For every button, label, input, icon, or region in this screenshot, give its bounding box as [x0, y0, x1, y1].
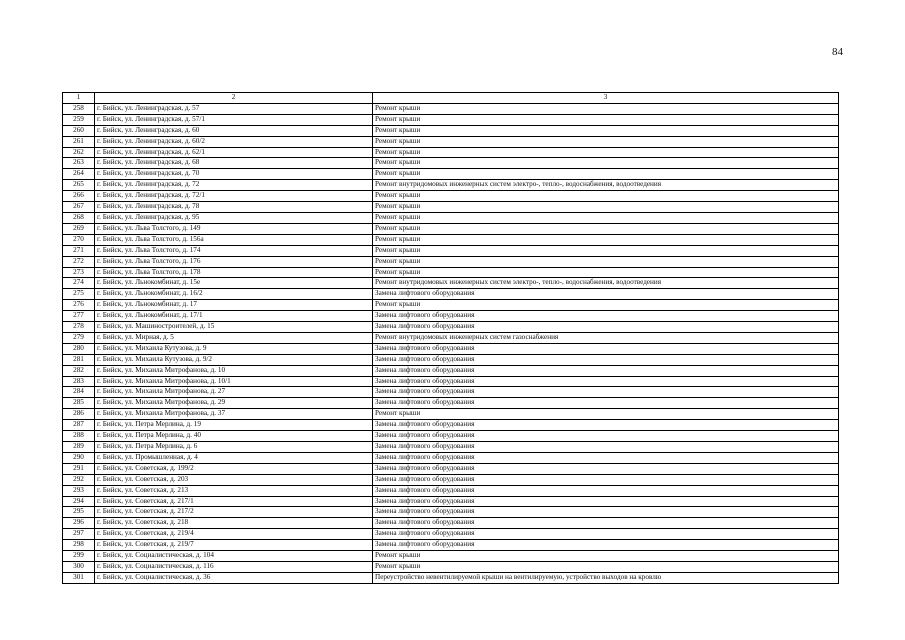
- row-number: 278: [63, 322, 95, 333]
- work-type-cell: Замена лифтового оборудования: [373, 354, 839, 365]
- address-cell: г. Бийск, ул. Михаила Митрофанова, д. 10: [95, 365, 373, 376]
- address-cell: г. Бийск, ул. Ленинградская, д. 72: [95, 180, 373, 191]
- work-type-cell: Ремонт крыши: [373, 300, 839, 311]
- row-number: 286: [63, 409, 95, 420]
- address-cell: г. Бийск, ул. Михаила Митрофанова, д. 37: [95, 409, 373, 420]
- row-number: 281: [63, 354, 95, 365]
- address-cell: г. Бийск, ул. Ленинградская, д. 78: [95, 202, 373, 213]
- work-type-cell: Ремонт крыши: [373, 147, 839, 158]
- address-cell: г. Бийск, ул. Промышленная, д. 4: [95, 452, 373, 463]
- table-row: [63, 376, 839, 387]
- row-number: 287: [63, 420, 95, 431]
- work-type-cell: Ремонт крыши: [373, 561, 839, 572]
- table-row: [63, 223, 839, 234]
- work-type-cell: Ремонт внутридомовых инженерных систем газоснабжения: [373, 332, 839, 343]
- table-row: [63, 180, 839, 191]
- table-body: [63, 103, 839, 583]
- address-cell: г. Бийск, ул. Ленинградская, д. 60/2: [95, 136, 373, 147]
- row-number: 265: [63, 180, 95, 191]
- row-number: 300: [63, 561, 95, 572]
- table-row: [63, 343, 839, 354]
- address-cell: г. Бийск, ул. Михаила Митрофанова, д. 10/1: [95, 376, 373, 387]
- row-number: 296: [63, 518, 95, 529]
- address-cell: г. Бийск, ул. Ленинградская, д. 62/1: [95, 147, 373, 158]
- work-type-cell: Замена лифтового оборудования: [373, 322, 839, 333]
- address-cell: г. Бийск, ул. Льва Толстого, д. 178: [95, 267, 373, 278]
- work-type-cell: Замена лифтового оборудования: [373, 343, 839, 354]
- work-type-cell: Замена лифтового оборудования: [373, 376, 839, 387]
- row-number: 273: [63, 267, 95, 278]
- table-row: [63, 191, 839, 202]
- work-type-cell: Ремонт крыши: [373, 223, 839, 234]
- work-type-cell: Замена лифтового оборудования: [373, 463, 839, 474]
- table-row: [63, 463, 839, 474]
- work-type-cell: Ремонт крыши: [373, 267, 839, 278]
- address-cell: г. Бийск, ул. Социалистическая, д. 116: [95, 561, 373, 572]
- work-type-cell: Ремонт крыши: [373, 409, 839, 420]
- table-row: [63, 387, 839, 398]
- row-number: 283: [63, 376, 95, 387]
- row-number: 297: [63, 529, 95, 540]
- address-cell: г. Бийск, ул. Советская, д. 219/4: [95, 529, 373, 540]
- work-type-cell: Замена лифтового оборудования: [373, 431, 839, 442]
- table-row: [63, 474, 839, 485]
- row-number: 275: [63, 289, 95, 300]
- row-number: 264: [63, 169, 95, 180]
- row-number: 270: [63, 234, 95, 245]
- address-cell: г. Бийск, ул. Машиностроителей, д. 15: [95, 322, 373, 333]
- table-row: [63, 409, 839, 420]
- address-cell: г. Бийск, ул. Льнокомбинат, д. 15е: [95, 278, 373, 289]
- table-row: [63, 561, 839, 572]
- row-number: 258: [63, 103, 95, 114]
- address-cell: г. Бийск, ул. Советская, д. 217/1: [95, 496, 373, 507]
- work-type-cell: Замена лифтового оборудования: [373, 289, 839, 300]
- page-number: 84: [832, 46, 843, 58]
- table-row: [63, 147, 839, 158]
- work-type-cell: Замена лифтового оборудования: [373, 507, 839, 518]
- address-cell: г. Бийск, ул. Ленинградская, д. 70: [95, 169, 373, 180]
- table-row: [63, 103, 839, 114]
- table-row: [63, 572, 839, 583]
- work-type-cell: Замена лифтового оборудования: [373, 452, 839, 463]
- row-number: 293: [63, 485, 95, 496]
- row-number: 263: [63, 158, 95, 169]
- table-row: [63, 485, 839, 496]
- row-number: 277: [63, 311, 95, 322]
- address-cell: г. Бийск, ул. Ленинградская, д. 72/1: [95, 191, 373, 202]
- address-cell: г. Бийск, ул. Ленинградская, д. 57/1: [95, 114, 373, 125]
- address-cell: г. Бийск, ул. Льнокомбинат, д. 17: [95, 300, 373, 311]
- table-row: [63, 278, 839, 289]
- address-cell: г. Бийск, ул. Советская, д. 219/7: [95, 540, 373, 551]
- table-row: [63, 365, 839, 376]
- work-type-cell: Ремонт крыши: [373, 212, 839, 223]
- work-type-cell: Замена лифтового оборудования: [373, 518, 839, 529]
- work-type-cell: Замена лифтового оборудования: [373, 485, 839, 496]
- table-row: [63, 267, 839, 278]
- table-row: [63, 496, 839, 507]
- address-cell: г. Бийск, ул. Советская, д. 218: [95, 518, 373, 529]
- row-number: 268: [63, 212, 95, 223]
- work-type-cell: Замена лифтового оборудования: [373, 540, 839, 551]
- work-type-cell: Ремонт крыши: [373, 114, 839, 125]
- work-type-cell: Замена лифтового оборудования: [373, 529, 839, 540]
- work-type-cell: Ремонт внутридомовых инженерных систем электро-, тепло-, водоснабжения, водоотведения: [373, 278, 839, 289]
- work-type-cell: Замена лифтового оборудования: [373, 442, 839, 453]
- row-number: 259: [63, 114, 95, 125]
- address-cell: г. Бийск, ул. Советская, д. 217/2: [95, 507, 373, 518]
- address-cell: г. Бийск, ул. Петра Мерлина, д. 40: [95, 431, 373, 442]
- address-cell: г. Бийск, ул. Льнокомбинат, д. 16/2: [95, 289, 373, 300]
- table-row: [63, 311, 839, 322]
- work-type-cell: Ремонт внутридомовых инженерных систем электро-, тепло-, водоснабжения, водоотведения: [373, 180, 839, 191]
- table-row: [63, 169, 839, 180]
- address-cell: г. Бийск, ул. Ленинградская, д. 60: [95, 125, 373, 136]
- work-type-cell: Замена лифтового оборудования: [373, 496, 839, 507]
- address-cell: г. Бийск, ул. Социалистическая, д. 36: [95, 572, 373, 583]
- work-type-cell: Ремонт крыши: [373, 158, 839, 169]
- row-number: 292: [63, 474, 95, 485]
- work-type-cell: Ремонт крыши: [373, 191, 839, 202]
- column-header-1: 1: [63, 93, 95, 104]
- table-row: [63, 234, 839, 245]
- table-row: [63, 300, 839, 311]
- row-number: 266: [63, 191, 95, 202]
- row-number: 284: [63, 387, 95, 398]
- table-row: [63, 431, 839, 442]
- work-type-cell: Замена лифтового оборудования: [373, 398, 839, 409]
- work-type-cell: Ремонт крыши: [373, 551, 839, 562]
- row-number: 285: [63, 398, 95, 409]
- table-row: [63, 212, 839, 223]
- address-cell: г. Бийск, ул. Льнокомбинат, д. 17/1: [95, 311, 373, 322]
- address-cell: г. Бийск, ул. Советская, д. 213: [95, 485, 373, 496]
- row-number: 269: [63, 223, 95, 234]
- address-cell: г. Бийск, ул. Мирная, д. 5: [95, 332, 373, 343]
- row-number: 260: [63, 125, 95, 136]
- work-type-cell: Ремонт крыши: [373, 136, 839, 147]
- table-row: [63, 442, 839, 453]
- column-header-2: 2: [95, 93, 373, 104]
- address-cell: г. Бийск, ул. Петра Мерлина, д. 6: [95, 442, 373, 453]
- address-cell: г. Бийск, ул. Советская, д. 203: [95, 474, 373, 485]
- row-number: 301: [63, 572, 95, 583]
- work-type-cell: Замена лифтового оборудования: [373, 311, 839, 322]
- table-row: [63, 114, 839, 125]
- address-cell: г. Бийск, ул. Ленинградская, д. 57: [95, 103, 373, 114]
- table-row: [63, 136, 839, 147]
- work-type-cell: Ремонт крыши: [373, 245, 839, 256]
- row-number: 271: [63, 245, 95, 256]
- row-number: 274: [63, 278, 95, 289]
- address-cell: г. Бийск, ул. Михаила Митрофанова, д. 29: [95, 398, 373, 409]
- work-type-cell: Ремонт крыши: [373, 202, 839, 213]
- row-number: 276: [63, 300, 95, 311]
- table-row: [63, 245, 839, 256]
- work-type-cell: Замена лифтового оборудования: [373, 420, 839, 431]
- row-number: 294: [63, 496, 95, 507]
- address-cell: г. Бийск, ул. Льва Толстого, д. 156а: [95, 234, 373, 245]
- row-number: 262: [63, 147, 95, 158]
- work-type-cell: Ремонт крыши: [373, 103, 839, 114]
- address-cell: г. Бийск, ул. Михаила Митрофанова, д. 27: [95, 387, 373, 398]
- row-number: 299: [63, 551, 95, 562]
- table-row: [63, 202, 839, 213]
- address-cell: г. Бийск, ул. Льва Толстого, д. 174: [95, 245, 373, 256]
- row-number: 288: [63, 431, 95, 442]
- address-cell: г. Бийск, ул. Льва Толстого, д. 176: [95, 256, 373, 267]
- table-row: [63, 354, 839, 365]
- table-row: [63, 452, 839, 463]
- work-type-cell: Ремонт крыши: [373, 234, 839, 245]
- work-type-cell: Замена лифтового оборудования: [373, 474, 839, 485]
- table-row: [63, 398, 839, 409]
- address-cell: г. Бийск, ул. Михаила Кутузова, д. 9: [95, 343, 373, 354]
- table-row: [63, 158, 839, 169]
- work-type-cell: Переустройство невентилируемой крыши на вентилируемую, устройство выходов на кровлю: [373, 572, 839, 583]
- table-row: [63, 125, 839, 136]
- table-row: [63, 540, 839, 551]
- column-number-row: [63, 93, 839, 104]
- work-type-cell: Ремонт крыши: [373, 169, 839, 180]
- row-number: 289: [63, 442, 95, 453]
- table-row: [63, 420, 839, 431]
- table-row: [63, 256, 839, 267]
- work-type-cell: Ремонт крыши: [373, 256, 839, 267]
- row-number: 290: [63, 452, 95, 463]
- address-cell: г. Бийск, ул. Ленинградская, д. 68: [95, 158, 373, 169]
- work-type-cell: Ремонт крыши: [373, 125, 839, 136]
- work-type-cell: Замена лифтового оборудования: [373, 365, 839, 376]
- row-number: 291: [63, 463, 95, 474]
- row-number: 295: [63, 507, 95, 518]
- table-row: [63, 518, 839, 529]
- row-number: 272: [63, 256, 95, 267]
- row-number: 279: [63, 332, 95, 343]
- row-number: 280: [63, 343, 95, 354]
- table-row: [63, 322, 839, 333]
- address-cell: г. Бийск, ул. Ленинградская, д. 95: [95, 212, 373, 223]
- work-type-cell: Замена лифтового оборудования: [373, 387, 839, 398]
- row-number: 282: [63, 365, 95, 376]
- address-cell: г. Бийск, ул. Льва Толстого, д. 149: [95, 223, 373, 234]
- row-number: 267: [63, 202, 95, 213]
- table-row: [63, 529, 839, 540]
- table-row: [63, 289, 839, 300]
- address-cell: г. Бийск, ул. Петра Мерлина, д. 19: [95, 420, 373, 431]
- table-row: [63, 332, 839, 343]
- column-header-3: 3: [373, 93, 839, 104]
- row-number: 261: [63, 136, 95, 147]
- table-row: [63, 507, 839, 518]
- address-cell: г. Бийск, ул. Михаила Кутузова, д. 9/2: [95, 354, 373, 365]
- table-row: [63, 551, 839, 562]
- repair-registry-table: [62, 92, 839, 584]
- row-number: 298: [63, 540, 95, 551]
- address-cell: г. Бийск, ул. Советская, д. 199/2: [95, 463, 373, 474]
- address-cell: г. Бийск, ул. Социалистическая, д. 104: [95, 551, 373, 562]
